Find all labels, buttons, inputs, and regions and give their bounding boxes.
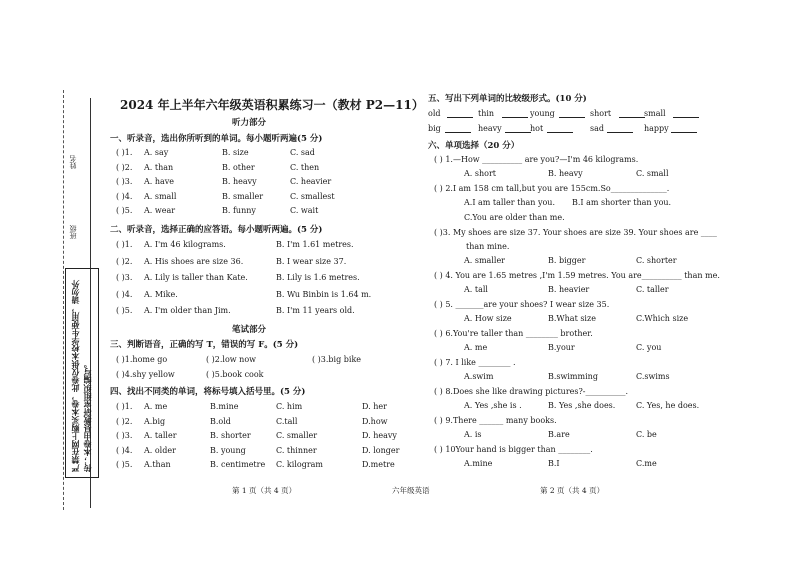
option-b: B. I wear size 37. <box>276 256 347 266</box>
footer-right: 第 2 页（共 4 页） <box>540 486 605 495</box>
option-a: A.big <box>144 416 166 426</box>
footer-left: 第 1 页（共 4 页） <box>232 486 297 495</box>
mc-option: B.swimming <box>548 372 598 381</box>
judge-item: ( )5.book cook <box>206 370 264 379</box>
s2-title: 二、听录音，选择正确的应答语。每小题听两遍。(5 分) <box>110 225 323 235</box>
word: hot <box>530 124 544 133</box>
mc-question: ( )3. My shoes are size 37. Your shoes are size 39. Your shoes are ____ <box>434 228 717 237</box>
mc-option: A. is <box>464 430 482 439</box>
question-number: ( )4. <box>116 289 133 299</box>
option-a: A. small <box>144 191 177 201</box>
answer-blank[interactable] <box>559 109 585 118</box>
mc-option: A. me <box>464 343 488 352</box>
option-a: A. His shoes are size 36. <box>144 256 244 266</box>
option-c: C. him <box>276 402 303 411</box>
question-number: ( )5. <box>116 460 133 469</box>
option-d: D.how <box>362 416 388 426</box>
option-b: B.mine <box>210 402 239 411</box>
class-label: 班级 <box>69 225 77 239</box>
mc-question: ( ) 8.Does she like drawing pictures?-__________. <box>434 387 629 396</box>
option-a: A. Mike. <box>144 289 178 299</box>
word: happy <box>644 124 669 133</box>
mc-question: ( ) 2.I am 158 cm tall,but you are 155cm.So______________. <box>434 184 670 193</box>
option-b: B. other <box>222 162 255 172</box>
word: old <box>428 109 441 118</box>
option-a: A. Lily is taller than Kate. <box>144 273 248 282</box>
answer-blank[interactable] <box>505 124 531 133</box>
option-c: C. sad <box>290 148 315 157</box>
mc-option: B.I <box>548 459 560 468</box>
mc-option: A.mine <box>464 459 493 468</box>
mc-option: C.swims <box>636 372 670 381</box>
option-b: B. funny <box>222 206 256 216</box>
mc-option: C.Which size <box>636 314 689 323</box>
question-number: ( )5. <box>116 206 133 216</box>
word: heavy <box>478 124 502 133</box>
notice-text: 严禁在网上购买本卷，此卷仅供本校学生使用，请勿外传；本卷由县教研室组织编写。 <box>70 280 92 472</box>
judge-item: ( )2.low now <box>206 355 256 364</box>
written-heading: 笔试部分 <box>232 325 267 335</box>
mc-option: B. Yes ,she does. <box>548 401 616 410</box>
listening-heading: 听力部分 <box>232 118 267 128</box>
option-a: A. I'm 46 kilograms. <box>144 240 226 249</box>
option-a: A. have <box>144 177 175 187</box>
judge-item: ( )3.big bike <box>312 355 362 364</box>
option-d: D. longer <box>362 445 400 455</box>
answer-blank[interactable] <box>445 124 471 133</box>
option-b: B. I'm 1.61 metres. <box>276 240 354 249</box>
mc-option: C.me <box>636 459 657 468</box>
mc-option: B. bigger <box>548 256 586 265</box>
option-a: A. me <box>144 402 168 411</box>
option-c: C. thinner <box>276 445 317 455</box>
mc-question: ( ) 6.You're taller than ________ brother. <box>434 329 593 338</box>
answer-blank[interactable] <box>502 109 528 118</box>
option-a: A. than <box>144 162 174 172</box>
answer-blank[interactable] <box>619 109 645 118</box>
mc-option: B. heavier <box>548 285 590 294</box>
option-b: B. heavy <box>222 177 257 187</box>
option-b: B. young <box>210 445 246 455</box>
judge-item: ( )4.shy yellow <box>116 370 175 379</box>
mc-question: ( ) 4. You are 1.65 metres ,I'm 1.59 metres. You are__________ than me. <box>434 271 720 280</box>
mc-option: A. smaller <box>464 256 505 265</box>
question-number: ( )5. <box>116 306 133 315</box>
option-d: D. heavy <box>362 431 397 440</box>
s6-title: 六、单项选择（20 分） <box>428 141 520 151</box>
option-c: C. then <box>290 162 320 172</box>
option-b: B. smaller <box>222 191 264 201</box>
mc-question: ( ) 5. _______are your shoes? I wear size 35. <box>434 300 610 309</box>
mc-option: C.You are older than me. <box>464 213 565 222</box>
word: thin <box>478 109 495 118</box>
s3-title: 三、判断语音，正确的写 T，错误的写 F。(5 分) <box>110 340 299 350</box>
mc-question-cont: than mine. <box>466 242 510 251</box>
mc-option: A.swim <box>464 372 494 381</box>
mc-question: ( ) 10Your hand is bigger than ________. <box>434 445 593 454</box>
footer-center: 六年级英语 <box>392 486 430 495</box>
question-number: ( )2. <box>116 416 133 426</box>
word: young <box>530 109 555 118</box>
option-a: A. older <box>144 445 176 455</box>
mc-option: A. tall <box>464 285 488 294</box>
option-b: B. I'm 11 years old. <box>276 306 355 315</box>
cut-line <box>63 90 64 510</box>
question-number: ( )1. <box>116 402 133 411</box>
mc-option: C. taller <box>636 285 669 294</box>
option-c: C. smaller <box>276 431 318 440</box>
question-number: ( )3. <box>116 177 133 187</box>
option-a: A.than <box>144 460 171 469</box>
answer-blank[interactable] <box>447 109 473 118</box>
question-number: ( )4. <box>116 445 133 455</box>
option-a: A. taller <box>144 431 177 440</box>
answer-blank[interactable] <box>671 124 697 133</box>
mc-option: B. heavy <box>548 169 583 178</box>
option-a: A. I'm older than Jim. <box>144 306 231 315</box>
option-c: C. wait <box>290 206 319 216</box>
question-number: ( )1. <box>116 240 133 249</box>
question-number: ( )3. <box>116 273 133 282</box>
s1-title: 一、听录音，选出你所听到的单词。每小题听两遍(5 分) <box>110 134 323 144</box>
answer-blank[interactable] <box>673 109 699 118</box>
question-number: ( )4. <box>116 191 133 201</box>
s5-title: 五、写出下列单词的比较级形式。(10 分) <box>428 94 587 104</box>
option-c: C. heavier <box>290 177 332 187</box>
option-b: B. size <box>222 148 249 157</box>
option-d: D. her <box>362 402 387 411</box>
mc-option: A. How size <box>464 314 512 323</box>
mc-question: ( ) 7. I like ________ . <box>434 358 516 367</box>
option-c: C. smallest <box>290 191 335 201</box>
option-b: B. centimetre <box>210 460 266 469</box>
mc-option: B.What size <box>548 314 596 323</box>
name-label: 姓名 <box>69 155 77 169</box>
option-b: B. Lily is 1.6 metres. <box>276 273 360 282</box>
question-number: ( )1. <box>116 148 133 157</box>
mc-option: C. you <box>636 343 662 352</box>
answer-blank[interactable] <box>547 124 573 133</box>
word: sad <box>590 124 604 133</box>
question-number: ( )2. <box>116 162 133 172</box>
mc-option: C. small <box>636 169 669 178</box>
mc-option: B.are <box>548 430 570 439</box>
mc-option: A.I am taller than you. <box>464 198 555 207</box>
option-a: A. say <box>144 148 169 157</box>
mc-option: A. short <box>464 169 496 178</box>
s4-title: 四、找出不同类的单词，将标号填入括号里。(5 分) <box>110 387 306 397</box>
word: big <box>428 124 441 133</box>
question-number: ( )2. <box>116 256 133 266</box>
option-a: A. wear <box>144 206 176 216</box>
option-d: D.metre <box>362 460 395 469</box>
mc-option: C. be <box>636 430 657 439</box>
option-b: B.old <box>210 416 231 426</box>
mc-option: C. Yes, he does. <box>636 401 700 410</box>
mc-question: ( ) 9.There ______ many books. <box>434 416 557 425</box>
word: short <box>590 109 612 118</box>
judge-item: ( )1.home go <box>116 355 168 364</box>
question-number: ( )3. <box>116 431 133 440</box>
mc-option: B.I am shorter than you. <box>572 198 672 207</box>
option-b: B. shorter <box>210 431 251 440</box>
word: small <box>644 109 666 118</box>
page-title: 2024 年上半年六年级英语积累练习一（教材 P2—11） <box>120 98 424 112</box>
mc-option: C. shorter <box>636 256 677 265</box>
mc-option: B.your <box>548 343 575 352</box>
mc-option: A. Yes ,she is . <box>464 401 522 410</box>
answer-blank[interactable] <box>607 124 633 133</box>
option-b: B. Wu Binbin is 1.64 m. <box>276 289 372 299</box>
mc-question: ( ) 1.—How __________ are you?—I'm 46 kilograms. <box>434 155 639 164</box>
option-c: C. kilogram <box>276 460 324 469</box>
option-c: C.tall <box>276 416 298 426</box>
